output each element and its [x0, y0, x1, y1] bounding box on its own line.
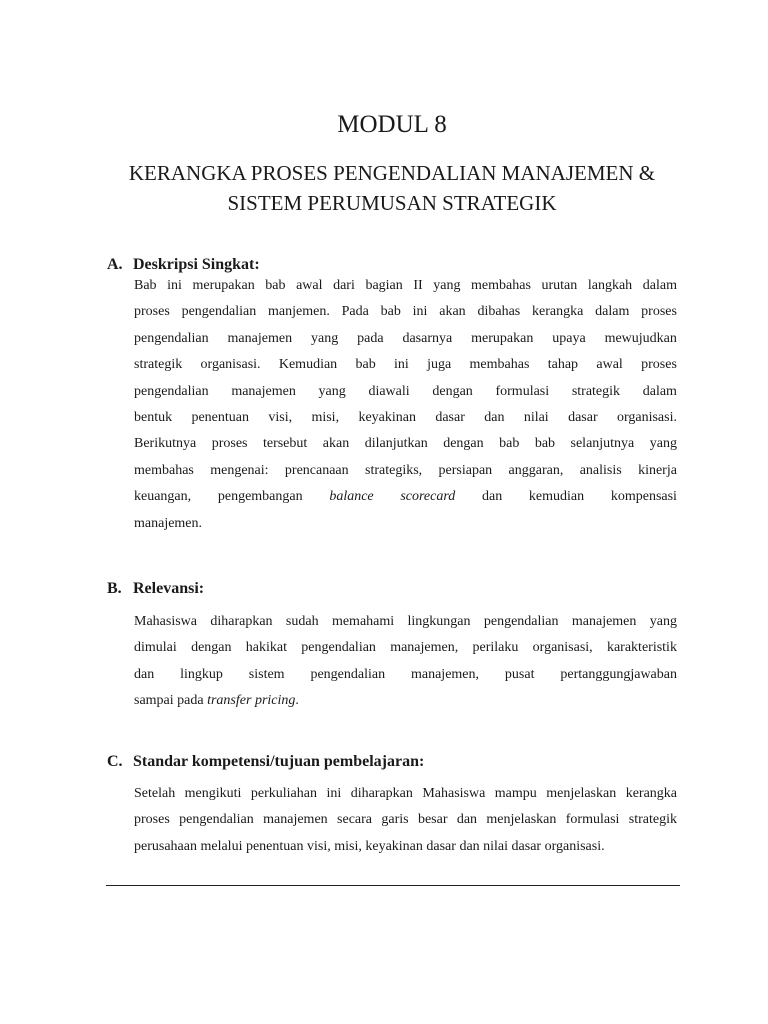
- paragraph-word: upaya: [552, 330, 586, 346]
- paragraph-word: dalam: [642, 383, 677, 399]
- paragraph-word: dan: [484, 409, 505, 425]
- paragraph-word: keyakinan: [365, 838, 423, 854]
- paragraph-word: dengan: [432, 383, 473, 399]
- paragraph-word: prencanaan: [284, 462, 349, 478]
- paragraph-word: dalam: [595, 304, 630, 320]
- paragraph-word: formulasi: [565, 812, 620, 828]
- paragraph-word: bentuk: [134, 409, 173, 425]
- paragraph-word: akan: [322, 436, 350, 452]
- paragraph-word: dasar: [568, 409, 598, 425]
- paragraph-word: transfer: [207, 693, 252, 709]
- paragraph-word: pusat: [504, 666, 535, 682]
- paragraph-word: diawali: [368, 383, 410, 399]
- paragraph-word: juga: [427, 357, 452, 373]
- paragraph-word: strategik: [628, 812, 677, 828]
- section-b-paragraph: [134, 609, 677, 715]
- paragraph-word: penentuan: [191, 409, 249, 425]
- section-a-paragraph: [134, 273, 677, 537]
- paragraph-word: diharapkan: [350, 786, 413, 801]
- paragraph-word: visi,: [268, 409, 293, 425]
- paragraph-line: [134, 662, 677, 688]
- paragraph-word: scorecard: [400, 489, 456, 505]
- paragraph-word: dalam: [642, 278, 677, 293]
- paragraph-word: manajemen: [571, 614, 637, 629]
- paragraph-word: lingkup: [180, 666, 223, 682]
- paragraph-line: [134, 299, 677, 325]
- paragraph-word: membahas: [469, 357, 530, 373]
- module-title: MODUL 8: [337, 111, 447, 138]
- paragraph-word: kerangka: [625, 786, 677, 801]
- paragraph-line: [134, 379, 677, 405]
- paragraph-line: [134, 484, 677, 510]
- paragraph-word: diharapkan: [210, 614, 273, 629]
- paragraph-word: manjemen.: [268, 304, 330, 320]
- paragraph-word: manajemen: [231, 383, 296, 399]
- paragraph-word: persiapan: [438, 462, 493, 478]
- paragraph-word: balance: [329, 489, 374, 505]
- paragraph-word: dasarnya: [402, 330, 453, 346]
- paragraph-word: organisasi,: [532, 640, 593, 656]
- paragraph-word: bab: [265, 278, 286, 293]
- paragraph-word: Setelah: [134, 786, 176, 801]
- paragraph-word: manajemen,: [410, 666, 480, 682]
- paragraph-word: dasar: [511, 838, 542, 854]
- paragraph-word: perusahaan: [134, 838, 197, 854]
- paragraph-word: garis: [381, 812, 409, 828]
- paragraph-word: dengan: [443, 436, 484, 452]
- paragraph-word: analisis: [579, 462, 622, 478]
- paragraph-word: melalui: [200, 838, 243, 854]
- paragraph-word: Mahasiswa: [422, 786, 486, 801]
- paragraph-word: dasar: [435, 409, 465, 425]
- paragraph-word: anggaran,: [508, 462, 564, 478]
- paragraph-word: nilai: [483, 838, 509, 854]
- paragraph-word: dimulai: [134, 640, 177, 656]
- paragraph-word: merupakan: [192, 278, 255, 293]
- paragraph-word: pengendalian: [179, 812, 254, 828]
- paragraph-word: memahami: [331, 614, 395, 629]
- paragraph-word: yang: [433, 278, 461, 293]
- paragraph-word: organisasi.: [544, 838, 605, 854]
- paragraph-word: proses: [211, 436, 248, 452]
- paragraph-word: strategik: [134, 357, 183, 373]
- paragraph-word: II: [413, 278, 423, 293]
- paragraph-word: perkuliahan: [250, 786, 317, 801]
- paragraph-word: dari: [333, 278, 355, 293]
- paragraph-word: secara: [337, 812, 372, 828]
- paragraph-word: mengikuti: [184, 786, 242, 801]
- section-b-letter: B.: [107, 580, 122, 597]
- paragraph-word: organisasi.: [616, 409, 677, 425]
- section-b-title: Relevansi:: [133, 580, 205, 597]
- paragraph-word: dan: [134, 666, 155, 682]
- paragraph-line: [134, 352, 677, 378]
- paragraph-word: awal: [296, 278, 323, 293]
- paragraph-line: [134, 458, 677, 484]
- paragraph-word: pengendalian: [134, 330, 209, 346]
- paragraph-word: strategiks,: [365, 462, 423, 478]
- paragraph-word: bagian: [365, 278, 403, 293]
- paragraph-word: yang: [310, 330, 339, 346]
- paragraph-word: dilanjutkan: [364, 436, 428, 452]
- paragraph-word: perilaku: [472, 640, 519, 656]
- paragraph-word: urutan: [541, 278, 578, 293]
- paragraph-word: nilai: [523, 409, 549, 425]
- paragraph-word: bab: [499, 436, 520, 452]
- section-c-paragraph: [134, 781, 677, 860]
- paragraph-word: tahap: [547, 357, 579, 373]
- paragraph-word: pengendalian: [301, 640, 376, 656]
- paragraph-word: pertanggungjawaban: [560, 666, 677, 682]
- paragraph-line: [134, 326, 677, 352]
- paragraph-word: pengendalian: [134, 383, 209, 399]
- paragraph-word: manajemen,: [390, 640, 459, 656]
- paragraph-word: lingkungan: [407, 614, 471, 629]
- paragraph-word: dengan: [191, 640, 232, 656]
- paragraph-word: dan: [482, 489, 503, 505]
- paragraph-word: ini: [412, 304, 428, 320]
- paragraph-word: Mahasiswa: [134, 614, 197, 629]
- paragraph-word: membahas: [471, 278, 531, 293]
- paragraph-word: mewujudkan: [604, 330, 677, 346]
- paragraph-word: akan: [439, 304, 466, 320]
- paragraph-word: proses: [641, 304, 677, 320]
- paragraph-word: proses: [134, 304, 170, 320]
- paragraph-word: proses: [134, 812, 170, 828]
- paragraph-word: kemudian: [528, 489, 585, 505]
- paragraph-word: sistem: [248, 666, 285, 682]
- paragraph-word: menjelaskan: [546, 786, 617, 801]
- paragraph-word: membahas: [134, 462, 194, 478]
- section-a-heading: [107, 255, 260, 275]
- paragraph-word: ini: [326, 786, 342, 801]
- paragraph-word: bab: [534, 436, 556, 452]
- paragraph-word: organisasi.: [200, 357, 261, 373]
- paragraph-word: kinerja: [638, 462, 677, 478]
- paragraph-word: pricing.: [254, 693, 299, 709]
- paragraph-word: menjelaskan: [486, 812, 557, 828]
- main-title-line-1: KERANGKA PROSES PENGENDALIAN MANAJEMEN &: [128, 161, 656, 185]
- paragraph-word: merupakan: [471, 330, 534, 346]
- paragraph-word: dasar: [426, 838, 456, 854]
- paragraph-word: Bab: [134, 278, 157, 293]
- paragraph-line: [134, 834, 677, 860]
- paragraph-word: dibahas: [477, 304, 521, 320]
- paragraph-word: dan: [459, 838, 480, 854]
- paragraph-word: mampu: [494, 786, 537, 801]
- paragraph-word: visi,: [307, 838, 331, 854]
- section-c-heading: [107, 752, 424, 772]
- paragraph-word: keuangan,: [134, 489, 192, 505]
- paragraph-word: bab: [380, 304, 401, 320]
- paragraph-word: ini: [167, 278, 182, 293]
- paragraph-word: pada: [357, 330, 384, 346]
- paragraph-word: ini: [394, 357, 409, 373]
- paragraph-word: pengendalian: [181, 304, 257, 320]
- paragraph-word: sampai: [134, 693, 174, 709]
- paragraph-line: [134, 688, 677, 714]
- paragraph-word: Berikutnya: [134, 436, 197, 452]
- section-a-title: Deskripsi Singkat:: [133, 256, 260, 273]
- footer-divider: [106, 885, 680, 886]
- paragraph-word: pada: [177, 693, 204, 709]
- paragraph-word: karakteristik: [606, 640, 677, 656]
- paragraph-word: langkah: [587, 278, 633, 293]
- paragraph-line: [134, 609, 677, 635]
- section-a-letter: A.: [107, 256, 123, 273]
- main-title-line-2: SISTEM PERUMUSAN STRATEGIK: [227, 191, 557, 215]
- paragraph-word: bab: [355, 357, 376, 373]
- paragraph-word: kerangka: [532, 304, 584, 320]
- paragraph-word: selanjutnya: [570, 436, 635, 452]
- paragraph-line: [134, 807, 677, 833]
- paragraph-line: [134, 273, 677, 299]
- paragraph-word: dan: [456, 812, 478, 828]
- paragraph-word: yang: [649, 614, 677, 629]
- paragraph-word: hakikat: [245, 640, 287, 656]
- paragraph-word: kompensasi: [610, 489, 677, 505]
- paragraph-word: sudah: [285, 614, 319, 629]
- main-title: [0, 158, 768, 218]
- paragraph-word: Kemudian: [278, 357, 338, 373]
- paragraph-word: pengembangan: [217, 489, 303, 505]
- paragraph-word: tersebut: [262, 436, 308, 452]
- paragraph-word: misi,: [334, 838, 362, 854]
- paragraph-word: yang: [318, 383, 346, 399]
- paragraph-line: [134, 635, 677, 661]
- section-c-title: Standar kompetensi/tujuan pembelajaran:: [133, 753, 425, 770]
- paragraph-word: Pada: [341, 304, 369, 320]
- paragraph-word: manajemen.: [134, 515, 203, 531]
- paragraph-word: pengendalian: [310, 666, 386, 682]
- paragraph-line: [134, 431, 677, 457]
- paragraph-word: mengenai:: [210, 462, 269, 478]
- paragraph-word: penentuan: [245, 838, 304, 854]
- section-b-heading: [107, 579, 204, 599]
- paragraph-word: keyakinan: [358, 409, 416, 425]
- paragraph-word: misi,: [311, 409, 340, 425]
- paragraph-line: [134, 511, 677, 537]
- paragraph-word: besar: [417, 812, 448, 828]
- paragraph-word: pengendalian: [483, 614, 559, 629]
- paragraph-word: manajemen: [227, 330, 293, 346]
- paragraph-word: formulasi: [495, 383, 550, 399]
- paragraph-word: awal: [596, 357, 623, 373]
- paragraph-line: [134, 405, 677, 431]
- paragraph-word: manajemen: [263, 812, 328, 828]
- paragraph-line: [134, 781, 677, 807]
- section-c-letter: C.: [107, 753, 123, 770]
- paragraph-word: strategik: [571, 383, 621, 399]
- paragraph-word: proses: [641, 357, 677, 373]
- paragraph-word: yang: [649, 436, 677, 452]
